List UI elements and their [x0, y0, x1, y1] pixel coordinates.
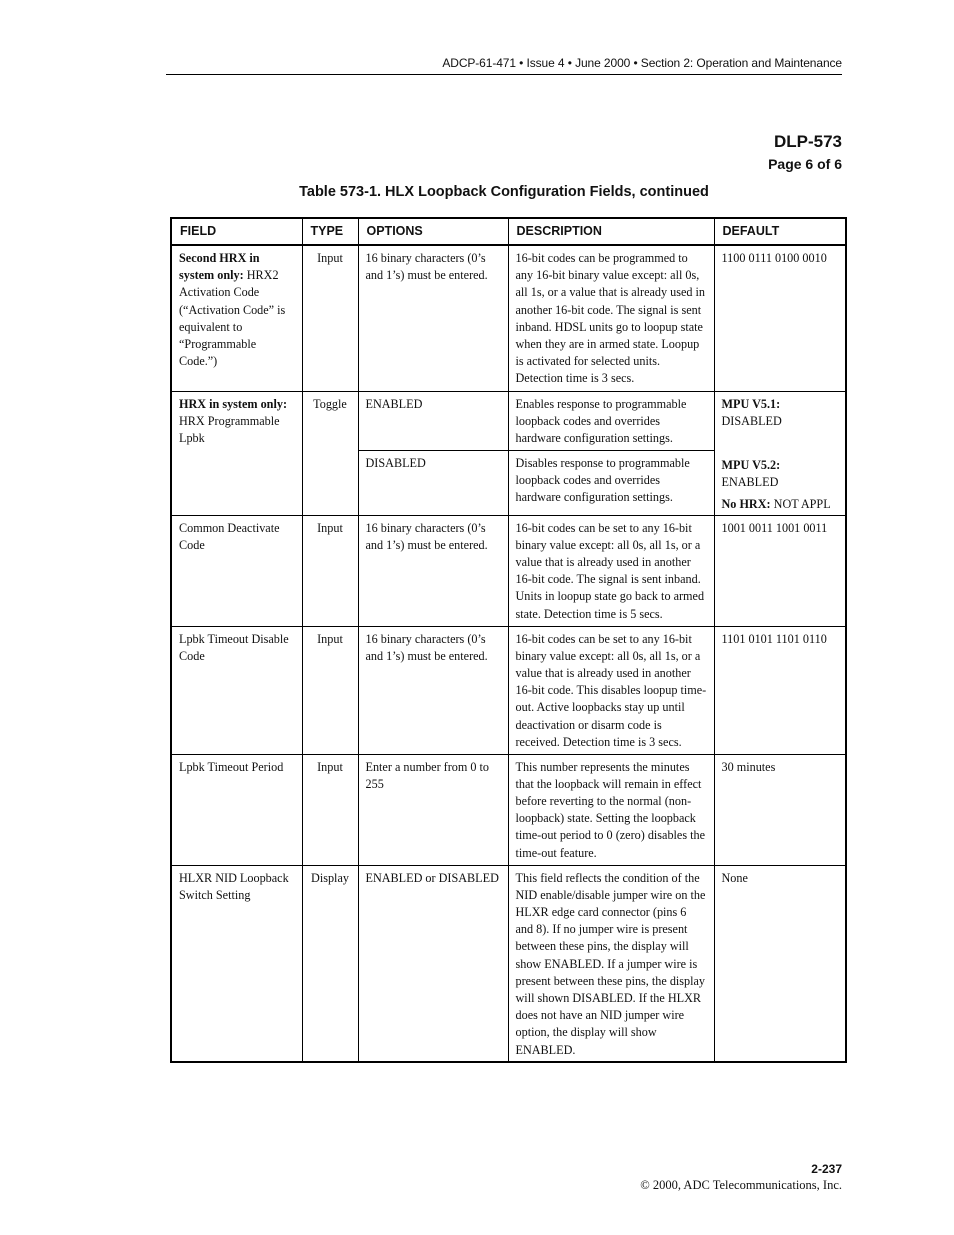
default-cell: 1100 0111 0100 0010 [714, 245, 846, 391]
options-cell: DISABLED [358, 450, 508, 515]
field-name: HRX2 Activation Code (“Activation Code” is equivalent to “Programmable Code.”) [179, 268, 286, 369]
column-header-field: FIELD [171, 218, 302, 245]
description-cell: This number represents the minutes that the loopback will remain in effect before reverting to the normal (non-loopback) state. Setting the loopback time-out period to 0 (zero) disables the time-out feature. [508, 754, 714, 865]
field-cell [171, 245, 302, 391]
table-row [171, 515, 846, 626]
default-cell: 30 minutes [714, 754, 846, 865]
type-cell: Input [302, 245, 358, 391]
config-table [170, 217, 847, 1063]
table-title: Table 573-1. HLX Loopback Configuration Fields, continued [299, 184, 709, 200]
field-cell: Common Deactivate Code [171, 515, 302, 626]
table-row [171, 865, 846, 1062]
running-head: ADCP-61-471 • Issue 4 • June 2000 • Section 2: Operation and Maintenance [442, 56, 842, 70]
page-number: 2-237 [811, 1162, 842, 1176]
description-cell: Enables response to programmable loopback codes and overrides hardware configuration settings. [508, 391, 714, 450]
field-qualifier: Second HRX in system only: [179, 251, 260, 283]
column-header-type: TYPE [302, 218, 358, 245]
table-header-row [171, 218, 846, 245]
description-cell: This field reflects the condition of the NID enable/disable jumper wire on the HLXR edge card connector (pins 6 and 8). If no jumper wire is present between these pins, the display will show ENABLED. If a jumper wire is present between these pins, the display will shown DISABLED. If the HLXR does not have an NID jumper wire option, the display will show ENABLED. [508, 865, 714, 1062]
copyright: © 2000, ADC Telecommunications, Inc. [640, 1178, 842, 1192]
dlp-title: DLP-573 [773, 132, 842, 151]
field-cell: Lpbk Timeout Period [171, 754, 302, 865]
table-row [171, 754, 846, 865]
header-rule [166, 74, 842, 75]
default-label: MPU V5.1: [721, 396, 781, 411]
type-cell: Toggle [302, 391, 358, 515]
type-cell: Input [302, 515, 358, 626]
description-cell: 16-bit codes can be programmed to any 16-bit binary value except: all 0s, all 1s, or a value that is already used in another 16-bit code. The signal is sent inband. HDSL units go to loopup state when they are in armed state. Loopup is activated for selected units. Detection time is 3 secs. [508, 245, 714, 391]
field-qualifier: HRX in system only: [179, 396, 287, 411]
field-cell: Lpbk Timeout Disable Code [171, 626, 302, 754]
column-header-description: DESCRIPTION [508, 218, 714, 245]
description-cell: 16-bit codes can be set to any 16-bit binary value except: all 0s, all 1s, or a value that is already used in another 16-bit code. The signal is sent inband. Units in loopup state go back to armed state. Detection time is 5 secs. [508, 515, 714, 626]
default-label: MPU V5.2: [721, 457, 781, 472]
table-row [171, 391, 846, 450]
options-cell: 16 binary characters (0’s and 1’s) must be entered. [358, 515, 508, 626]
default-value: NOT APPL [770, 497, 831, 512]
options-cell: 16 binary characters (0’s and 1’s) must be entered. [358, 626, 508, 754]
default-value: ENABLED [721, 475, 779, 490]
type-cell: Input [302, 626, 358, 754]
table-row [171, 626, 846, 754]
default-no-hrx [722, 496, 839, 513]
field-name: HRX Programmable Lpbk [179, 413, 280, 445]
description-cell: Disables response to programmable loopback codes and overrides hardware configuration settings. [508, 450, 714, 515]
default-label: No HRX: [721, 497, 771, 512]
options-cell: ENABLED [358, 391, 508, 450]
default-cell: None [714, 865, 846, 1062]
default-cell: 1101 0101 1101 0110 [714, 626, 846, 754]
column-header-default: DEFAULT [714, 218, 846, 245]
table-row [171, 245, 846, 391]
column-header-options: OPTIONS [358, 218, 508, 245]
default-cell [714, 391, 846, 515]
type-cell: Input [302, 754, 358, 865]
description-cell: 16-bit codes can be set to any 16-bit binary value except: all 0s, all 1s, or a value that is already used in another 16-bit code. This disables loopup time-out. Active loopbacks stay up until deactivation or disarm code is received. Detection time is 3 secs. [508, 626, 714, 754]
default-cell: 1001 0011 1001 0011 [714, 515, 846, 626]
default-value: DISABLED [721, 413, 782, 428]
options-cell: 16 binary characters (0’s and 1’s) must be entered. [358, 245, 508, 391]
options-cell: Enter a number from 0 to 255 [358, 754, 508, 865]
options-cell: ENABLED or DISABLED [358, 865, 508, 1062]
default-spacer [722, 430, 839, 457]
type-cell: Display [302, 865, 358, 1062]
field-cell: HLXR NID Loopback Switch Setting [171, 865, 302, 1062]
field-cell [171, 391, 302, 515]
page-label: Page 6 of 6 [768, 156, 842, 172]
